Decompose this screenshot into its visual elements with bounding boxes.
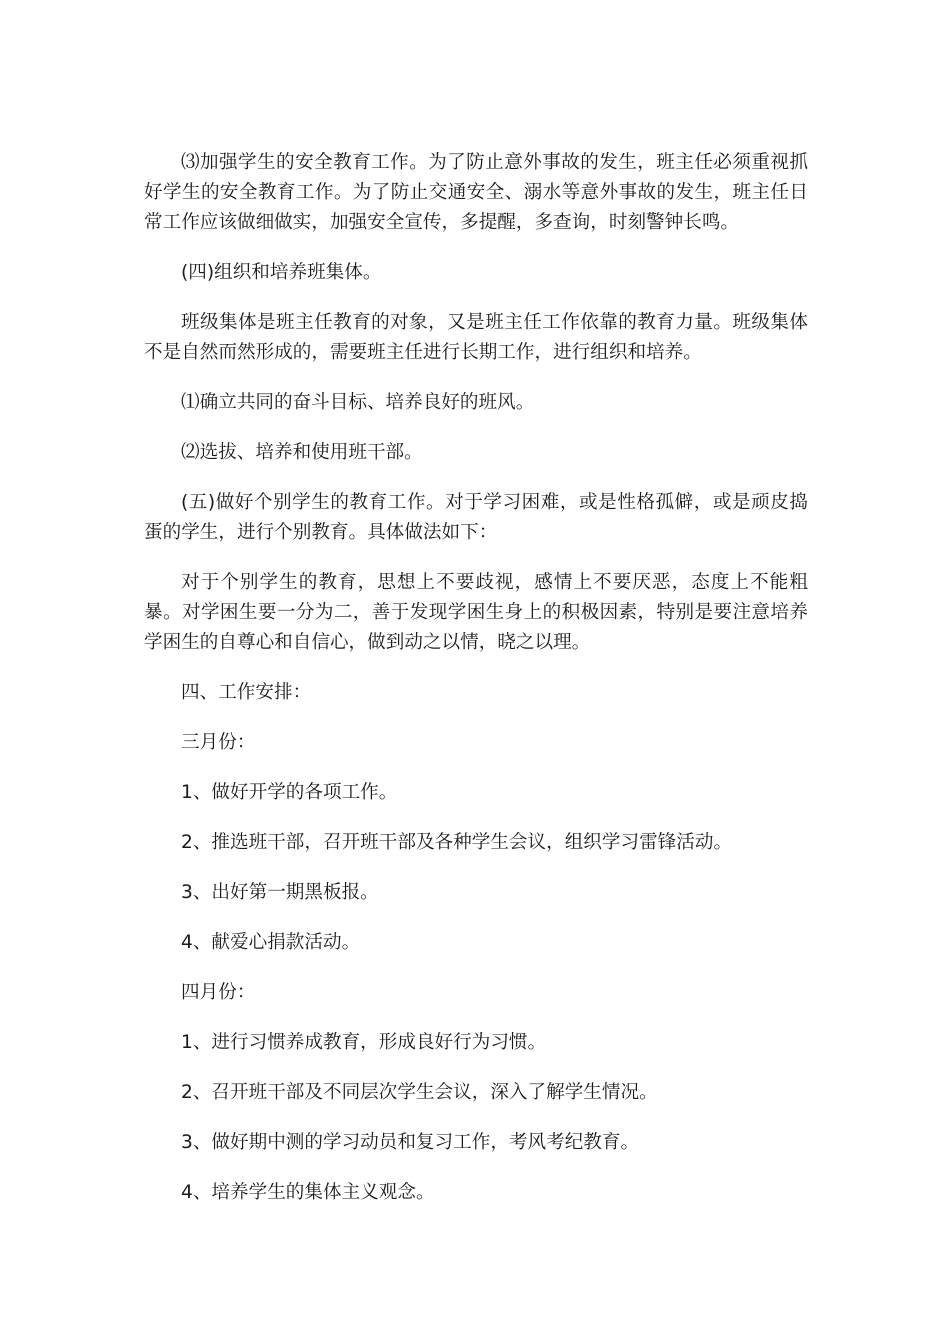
item-class-cadres: ⑵选拔、培养和使用班干部。 (181, 442, 423, 463)
heading-march: 三月份： (181, 732, 256, 753)
list-item: 4、献爱心捐款活动。 (181, 932, 361, 953)
paragraph-safety-education: ⑶加强学生的安全教育工作。为了防止意外事故的发生，班主任必须重视抓好学生的安全教育工作。为了防止交通安全、溺水等意外事故的发生，班主任日常工作应该做细做实，加强安全宣传，多提醒，多查询，时刻警钟长鸣。 (144, 152, 808, 233)
document-body (144, 148, 808, 1208)
item-common-goal: ⑴确立共同的奋斗目标、培养良好的班风。 (181, 392, 535, 413)
heading-april: 四月份： (181, 982, 256, 1003)
heading-organize-class: (四)组织和培养班集体。 (181, 262, 382, 283)
heading-individual-education: (五)做好个别学生的教育工作。对于学习困难，或是性格孤僻，或是顽皮捣蛋的学生，进行个别教育。具体做法如下： (144, 492, 808, 543)
heading-work-plan: 四、工作安排： (181, 682, 312, 703)
list-item: 3、出好第一期黑板报。 (181, 882, 379, 903)
paragraph-class-collective: 班级集体是班主任教育的对象，又是班主任工作依靠的教育力量。班级集体不是自然而然形成的，需要班主任进行长期工作，进行组织和培养。 (144, 312, 808, 363)
list-item: 1、进行习惯养成教育，形成良好行为习惯。 (181, 1032, 547, 1053)
list-item: 4、培养学生的集体主义观念。 (181, 1182, 435, 1203)
list-item: 1、做好开学的各项工作。 (181, 782, 398, 803)
list-item: 2、推选班干部，召开班干部及各种学生会议，组织学习雷锋活动。 (181, 832, 733, 853)
list-item: 3、做好期中测的学习动员和复习工作，考风考纪教育。 (181, 1132, 640, 1153)
paragraph-individual-method: 对于个别学生的教育，思想上不要歧视，感情上不要厌恶，态度上不能粗暴。对学困生要一分为二，善于发现学困生身上的积极因素，特别是要注意培养学困生的自尊心和自信心，做到动之以情，晓之以理。 (144, 572, 808, 653)
list-item: 2、召开班干部及不同层次学生会议，深入了解学生情况。 (181, 1082, 658, 1103)
